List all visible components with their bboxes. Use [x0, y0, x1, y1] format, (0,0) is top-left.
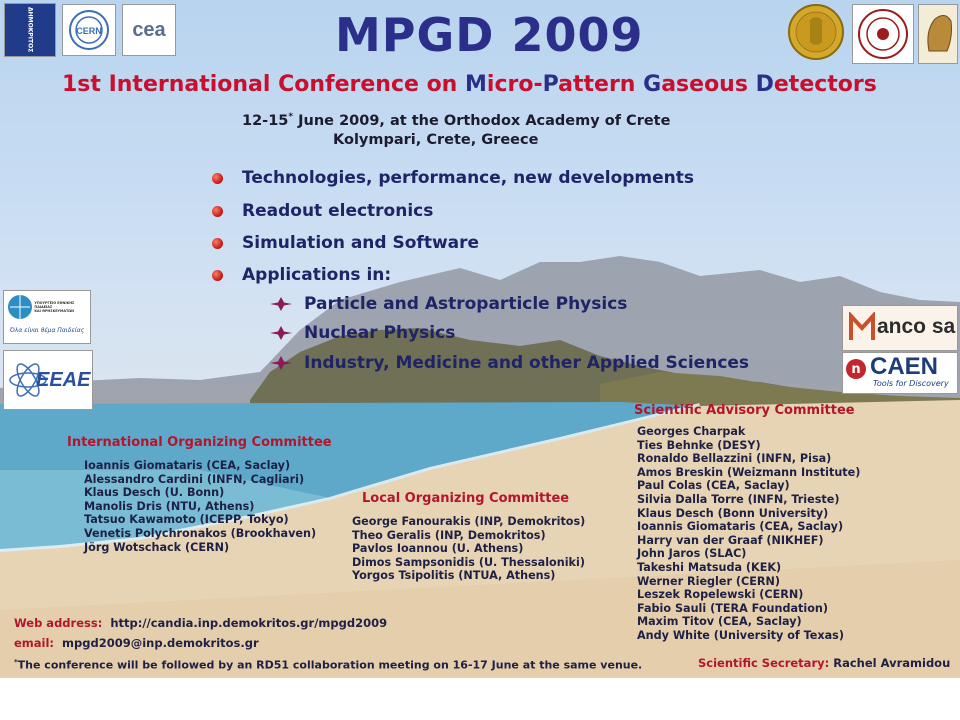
contact-email: [14, 636, 259, 650]
list-item: Werner Riegler (CERN): [637, 574, 780, 588]
application-item: [270, 353, 749, 373]
star-icon: [270, 356, 292, 370]
application-item: [270, 294, 627, 314]
list-item: Ioannis Giomataris (CEA, Saclay): [84, 459, 291, 472]
advisory-committee-title: Scientific Advisory Committee: [634, 403, 855, 418]
list-item: Maxim Titov (CEA, Saclay): [637, 615, 802, 629]
secretary-name: Rachel Avramidou: [833, 656, 951, 670]
list-item: Amos Breskin (Weizmann Institute): [637, 465, 861, 479]
subtitle-part: icro-: [486, 72, 543, 97]
list-item: Jörg Wotschack (CERN): [84, 540, 230, 554]
list-item: Theo Geralis (INP, Demokritos): [352, 528, 546, 542]
application-label: Industry, Medicine and other Applied Sciences: [304, 353, 750, 373]
dates-location: June 2009, at the Orthodox Academy of Crete: [293, 112, 671, 129]
secretary-label: Scientific Secretary:: [698, 656, 830, 670]
list-item: Leszek Ropelewski (CERN): [637, 588, 804, 602]
subtitle-initial: G: [643, 72, 662, 97]
democritos-logo: [4, 3, 56, 57]
footnote-mark: *: [14, 658, 18, 666]
local-committee-title: Local Organizing Committee: [362, 491, 570, 506]
athena-logo: [918, 4, 958, 64]
bullet-icon: [212, 238, 223, 249]
intl-committee-title: International Organizing Committee: [67, 435, 332, 450]
page-title: MPGD 2009: [335, 8, 644, 62]
dates-range: 12-15: [242, 112, 289, 129]
caen-logo: [842, 352, 958, 394]
star-icon: [270, 326, 292, 340]
topic-item: [212, 201, 433, 221]
list-item: Manolis Dris (NTU, Athens): [84, 499, 255, 513]
list-item: Andy White (University of Texas): [637, 628, 844, 642]
web-address-label: Web address:: [14, 616, 103, 630]
topic-item: [212, 265, 391, 285]
conference-venue: Kolympari, Crete, Greece: [333, 132, 539, 148]
list-item: Pavlos Ioannou (U. Athens): [352, 542, 524, 556]
subtitle-part: etectors: [773, 72, 877, 97]
list-item: John Jaros (SLAC): [637, 547, 747, 561]
application-label: Nuclear Physics: [304, 323, 456, 343]
topic-item: [212, 168, 694, 188]
bullet-icon: [212, 206, 223, 217]
ministry-name-line2: ΚΑΙ ΘΡΗΣΚΕΥΜΑΤΩΝ: [34, 309, 75, 313]
email-link[interactable]: mpgd2009@inp.demokritos.gr: [62, 636, 259, 650]
cern-logo-text: CERN: [76, 26, 102, 36]
list-item: Ioannis Giomataris (CEA, Saclay): [637, 520, 844, 534]
list-item: Ronaldo Bellazzini (INFN, Pisa): [637, 452, 832, 466]
subtitle-initial: P: [542, 72, 559, 97]
web-address-link[interactable]: http://candia.inp.demokritos.gr/mpgd2009: [110, 616, 388, 630]
list-item: Klaus Desch (Bonn University): [637, 506, 829, 520]
subtitle-part: attern: [558, 72, 644, 97]
cern-logo-emblem: [67, 8, 111, 52]
application-label: Particle and Astroparticle Physics: [304, 294, 628, 314]
eeae-logo: [3, 350, 93, 410]
conference-dates: [242, 112, 670, 129]
advisory-committee-list: [637, 425, 860, 643]
list-item: Georges Charpak: [637, 425, 746, 438]
topic-label: Simulation and Software: [242, 233, 480, 253]
intl-committee-list: [84, 459, 316, 554]
list-item: Venetis Polychronakos (Brookhaven): [84, 526, 317, 540]
cern-logo: [62, 4, 116, 56]
ministry-name-line1: ΥΠΟΥΡΓΕΙΟ ΕΘΝΙΚΗΣ ΠΑΙΔΕΙΑΣ: [34, 301, 75, 309]
democritos-logo-text: ΔΗΜΟΚΡΙΤΟΣ: [26, 7, 34, 53]
ministry-logo: [3, 290, 91, 344]
footnote: [14, 658, 642, 672]
list-item: Paul Colas (CEA, Saclay): [637, 479, 790, 493]
subtitle-initial: D: [755, 72, 774, 97]
conference-subtitle: [62, 72, 877, 97]
topic-label: Applications in:: [242, 265, 392, 285]
subtitle-part: aseous: [661, 72, 756, 97]
seal-icon: [857, 8, 909, 60]
cea-logo-text: cea: [132, 18, 166, 41]
eeae-logo-text: EEAE: [36, 369, 91, 391]
local-committee-list: [352, 515, 585, 583]
topic-label: Readout electronics: [242, 201, 434, 221]
ministry-tagline: Όλα είναι θέμα Παιδείας: [9, 327, 85, 334]
globe-icon: [6, 293, 32, 321]
caen-tagline: Tools for Discovery: [873, 379, 949, 388]
list-item: Silvia Dalla Torre (INFN, Trieste): [637, 492, 840, 506]
list-item: Takeshi Matsuda (KEK): [637, 560, 782, 574]
star-icon: [270, 297, 292, 311]
topic-label: Technologies, performance, new developments: [242, 168, 695, 188]
manco-m-icon: [849, 312, 875, 342]
topic-item: [212, 233, 479, 253]
list-item: Klaus Desch (U. Bonn): [84, 486, 225, 500]
bullet-icon: [212, 270, 223, 281]
caen-badge-icon: n: [846, 359, 866, 379]
list-item: Alessandro Cardini (INFN, Cagliari): [84, 472, 305, 486]
email-label: email:: [14, 636, 55, 650]
university-seal-logo: [852, 4, 914, 64]
subtitle-part: 1st International Conference on: [62, 72, 466, 97]
manco-logo: [842, 305, 958, 351]
list-item: Tatsuo Kawamoto (ICEPP, Tokyo): [84, 513, 289, 527]
list-item: Yorgos Tsipolitis (NTUA, Athens): [352, 569, 556, 583]
coin-icon: [788, 4, 844, 60]
footnote-text: The conference will be followed by an RD51 collaboration meeting on 16-17 June at the same venue.: [17, 658, 643, 672]
caen-logo-text: CAEN: [870, 353, 939, 380]
list-item: Ties Behnke (DESY): [637, 438, 761, 452]
athena-helmet-icon: [921, 7, 955, 61]
subtitle-initial: M: [465, 72, 487, 97]
dates-footnote-mark: *: [288, 112, 294, 122]
list-item: George Fanourakis (INP, Demokritos): [352, 515, 586, 528]
application-item: [270, 323, 455, 343]
scientific-secretary: [698, 656, 950, 670]
gold-coin-logo: [788, 4, 844, 60]
cea-logo: [122, 4, 176, 56]
web-address: [14, 616, 387, 630]
list-item: Dimos Sampsonidis (U. Thessaloniki): [352, 555, 585, 569]
bullet-icon: [212, 173, 223, 184]
list-item: Fabio Sauli (TERA Foundation): [637, 601, 828, 615]
list-item: Harry van der Graaf (NIKHEF): [637, 533, 824, 547]
manco-logo-text: anco sa: [877, 315, 956, 338]
